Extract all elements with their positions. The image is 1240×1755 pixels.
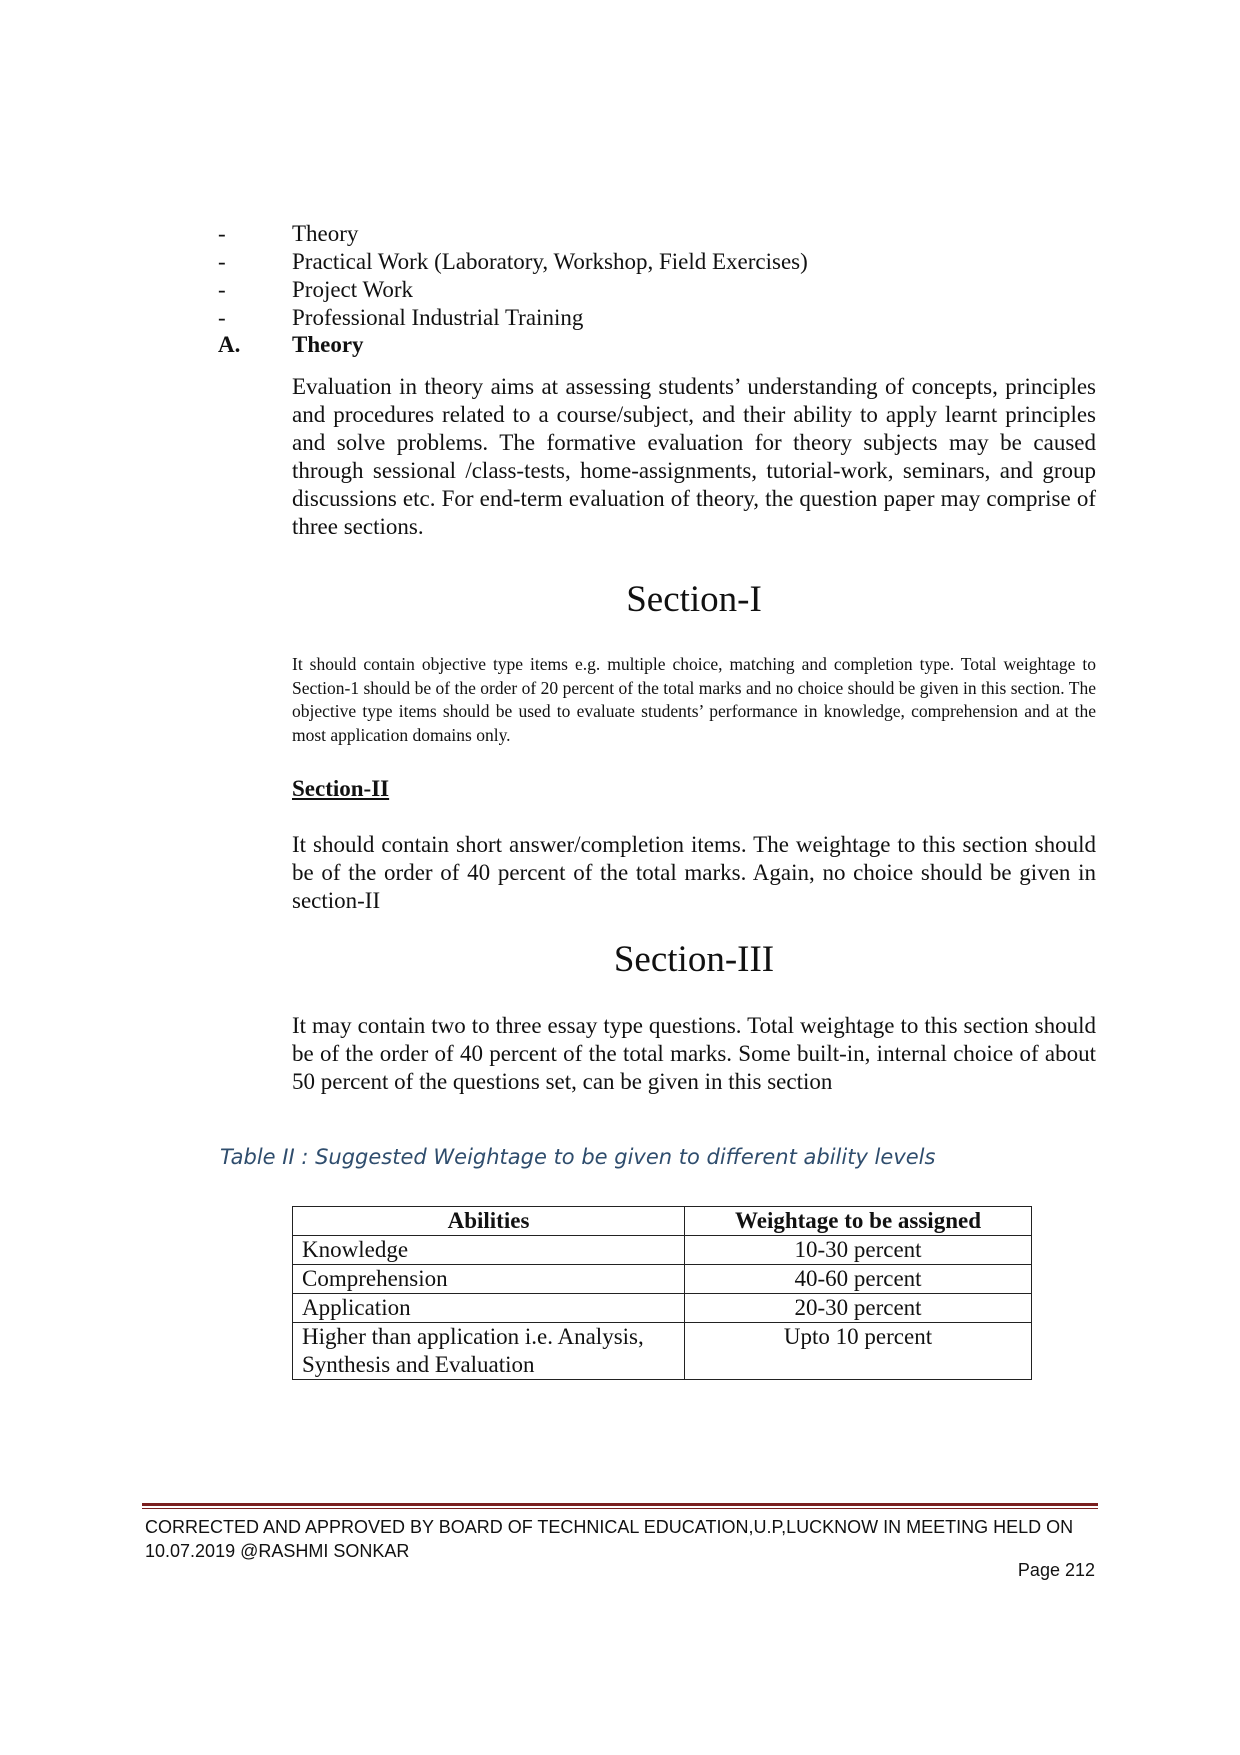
- list-item-text: Theory: [292, 221, 359, 246]
- section-2-text: It should contain short answer/completion items. The weightage to this section should be of the order of 40 percent of the total marks. Again, no choice should be given in section-II: [292, 832, 1096, 913]
- list-item: [218, 276, 1118, 304]
- list-item: [218, 304, 1118, 332]
- table-cell-ability: Higher than application i.e. Analysis, Synthesis and Evaluation: [293, 1323, 685, 1380]
- table-cell-ability: Comprehension: [293, 1265, 685, 1294]
- table-header-row: [293, 1207, 1032, 1236]
- list-item: [218, 220, 1118, 248]
- list-item: [218, 248, 1118, 276]
- table-row: [293, 1323, 1032, 1380]
- section-2-title: Section-II: [292, 776, 390, 801]
- theory-paragraph: Evaluation in theory aims at assessing students’ understanding of concepts, principles and procedures related to a course/subject, and their ability to apply learnt principles and solve problems. The formative evaluation for theory subjects may be caused through sessional /class-tests, home-assignments, tutorial-work, seminars, and group discussions etc. For end-term evaluation of theory, the question paper may comprise of three sections.: [292, 374, 1096, 539]
- page-footer: [145, 1515, 1105, 1563]
- list-bullet: -: [218, 249, 226, 274]
- table-cell-ability: Knowledge: [293, 1236, 685, 1265]
- section-a-mark: A.: [218, 332, 241, 357]
- section-1-title: Section-I: [626, 579, 762, 620]
- footer-date-author: 10.07.2019 @RASHMI SONKAR: [145, 1541, 410, 1561]
- list-bullet: -: [218, 305, 226, 330]
- section-a-title: Theory: [292, 332, 364, 357]
- section-1-text: It should contain objective type items e.g. multiple choice, matching and completion type. Total weightage to Section-1 should be of the order of 20 percent of the total marks and no choice should be given in this section. The objective type items should be used to evaluate students’ performance in knowledge, comprehension and at the most application domains only.: [292, 654, 1096, 745]
- table-header-abilities: Abilities: [293, 1207, 685, 1236]
- list-bullet: -: [218, 221, 226, 246]
- table-row: [293, 1265, 1032, 1294]
- table-row: [293, 1294, 1032, 1323]
- list-item-text: Project Work: [292, 277, 414, 302]
- list-item-text: Professional Industrial Training: [292, 305, 584, 330]
- table-cell-ability: Application: [293, 1294, 685, 1323]
- list-item-text: Practical Work (Laboratory, Workshop, Field Exercises): [292, 249, 808, 274]
- table-cell-weightage: 40-60 percent: [685, 1265, 1032, 1294]
- assessment-components-list: [218, 220, 1118, 332]
- list-bullet: -: [218, 277, 226, 302]
- table-row: [293, 1236, 1032, 1265]
- footer-divider-thick: [142, 1503, 1098, 1506]
- section-a-heading: [218, 332, 364, 358]
- page-number: Page 212: [1017, 1560, 1095, 1580]
- weightage-table: [292, 1206, 1032, 1380]
- table-cell-weightage: Upto 10 percent: [685, 1323, 1032, 1380]
- table-cell-weightage: 20-30 percent: [685, 1294, 1032, 1323]
- table-header-weightage: Weightage to be assigned: [685, 1207, 1032, 1236]
- table-caption: Table II : Suggested Weightage to be given to different ability levels: [220, 1145, 936, 1169]
- section-3-title: Section-III: [613, 939, 775, 980]
- section-3-text: It may contain two to three essay type questions. Total weightage to this section should be of the order of 40 percent of the total marks. Some built-in, internal choice of about 50 percent of the questions set, can be given in this section: [292, 1013, 1096, 1094]
- footer-divider-thin: [142, 1508, 1098, 1509]
- table-cell-weightage: 10-30 percent: [685, 1236, 1032, 1265]
- footer-approval-line: CORRECTED AND APPROVED BY BOARD OF TECHNICAL EDUCATION,U.P,LUCKNOW IN MEETING HELD ON: [145, 1517, 1074, 1537]
